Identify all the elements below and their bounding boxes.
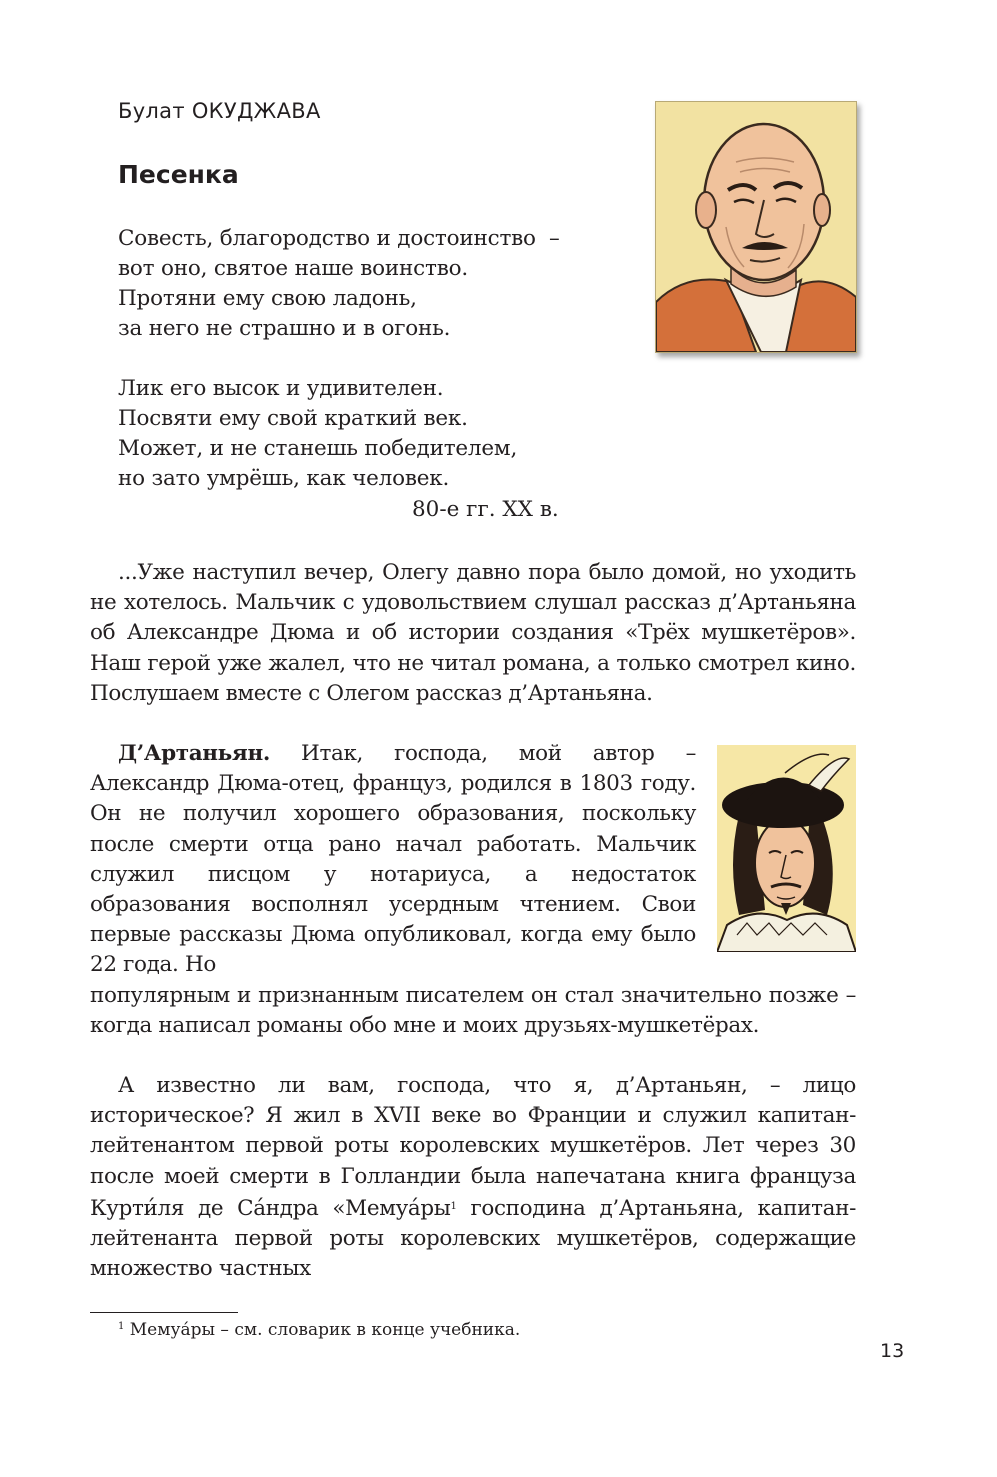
poem-line: Протяни ему свою ладонь,	[118, 286, 417, 311]
footnote	[118, 1320, 520, 1340]
footnote-reference: 1	[450, 1200, 457, 1212]
footnote-mark: 1	[118, 1321, 125, 1332]
footnote-divider	[90, 1312, 238, 1313]
paragraph-text: популярным и признанным писателем он стал значительно позже – когда написал романы обо мне и моих друзьях-мушкетёрах.	[90, 983, 856, 1039]
poem-stanza-2	[118, 374, 648, 494]
paragraph-text-part: господина д’Артаньяна, капитан-лейтенанта первой роты королевских мушкетёров, содержащие множество частных	[90, 1195, 856, 1282]
prose-paragraph-2	[90, 739, 696, 981]
paragraph-text: ...Уже наступил вечер, Олегу давно пора было домой, но уходить не хотелось. Мальчик с удовольствием слушал рассказ д’Артаньяна об Александре Дюма и об истории создания «Трёх мушкетёров». Наш герой уже жалел, что не читал романа, а только смотрел кино. Послушаем вместе с Олегом рассказ д’Артаньяна.	[90, 560, 856, 706]
page-number: 13	[880, 1340, 905, 1362]
prose-paragraph-3	[90, 1071, 856, 1284]
poem	[118, 224, 648, 524]
speaker-text: Итак, господа, мой автор – Александр Дюма-отец, француз, родился в 1803 году. Он не получил хорошего образования, поскольку после смерти отца рано начал работать. Мальчик служил писцом у нотариуса, а недостаток образования восполнял усердным чтением. Свои первые рассказы Дюма опубликовал, когда ему было 22 года. Но	[90, 741, 696, 978]
poem-author: Булат ОКУДЖАВА	[118, 99, 321, 123]
poem-line: за него не страшно и в огонь.	[118, 316, 451, 341]
poem-line: Посвяти ему свой краткий век.	[118, 406, 468, 431]
prose-paragraph-2-continued	[90, 981, 856, 1041]
poem-line: Лик его высок и удивителен.	[118, 376, 444, 401]
dartagnan-portrait-image	[717, 745, 856, 952]
speaker-name: Д’Артаньян.	[118, 741, 270, 766]
poem-line: Совесть, благородство и достоинство –	[118, 226, 560, 251]
poem-title: Песенка	[118, 160, 239, 189]
poem-stanza-1	[118, 224, 648, 344]
prose-paragraph-1	[90, 558, 856, 709]
paragraph-text-part: А известно ли вам, господа, что я, д’Артаньян, – лицо историческое? Я жил в XVII веке во Франции и служил капитан-лейтенантом первой роты королевских мушкетёров. Лет через 30 после моей смерти в Голландии была напечатана книга француза Курти́ля де Са́ндра «Мемуа́ры	[90, 1073, 856, 1221]
poem-line: но зато умрёшь, как человек.	[118, 466, 450, 491]
paragraph-text	[90, 1071, 856, 1284]
footnote-text: Мемуа́ры – см. словарик в конце учебника.	[124, 1320, 521, 1340]
poem-date: 80-е гг. XX в.	[412, 497, 559, 522]
poem-line: Может, и не станешь победителем,	[118, 436, 518, 461]
poem-line: вот оно, святое наше воинство.	[118, 256, 468, 281]
paragraph-text	[90, 739, 696, 981]
author-portrait-image	[655, 101, 857, 353]
